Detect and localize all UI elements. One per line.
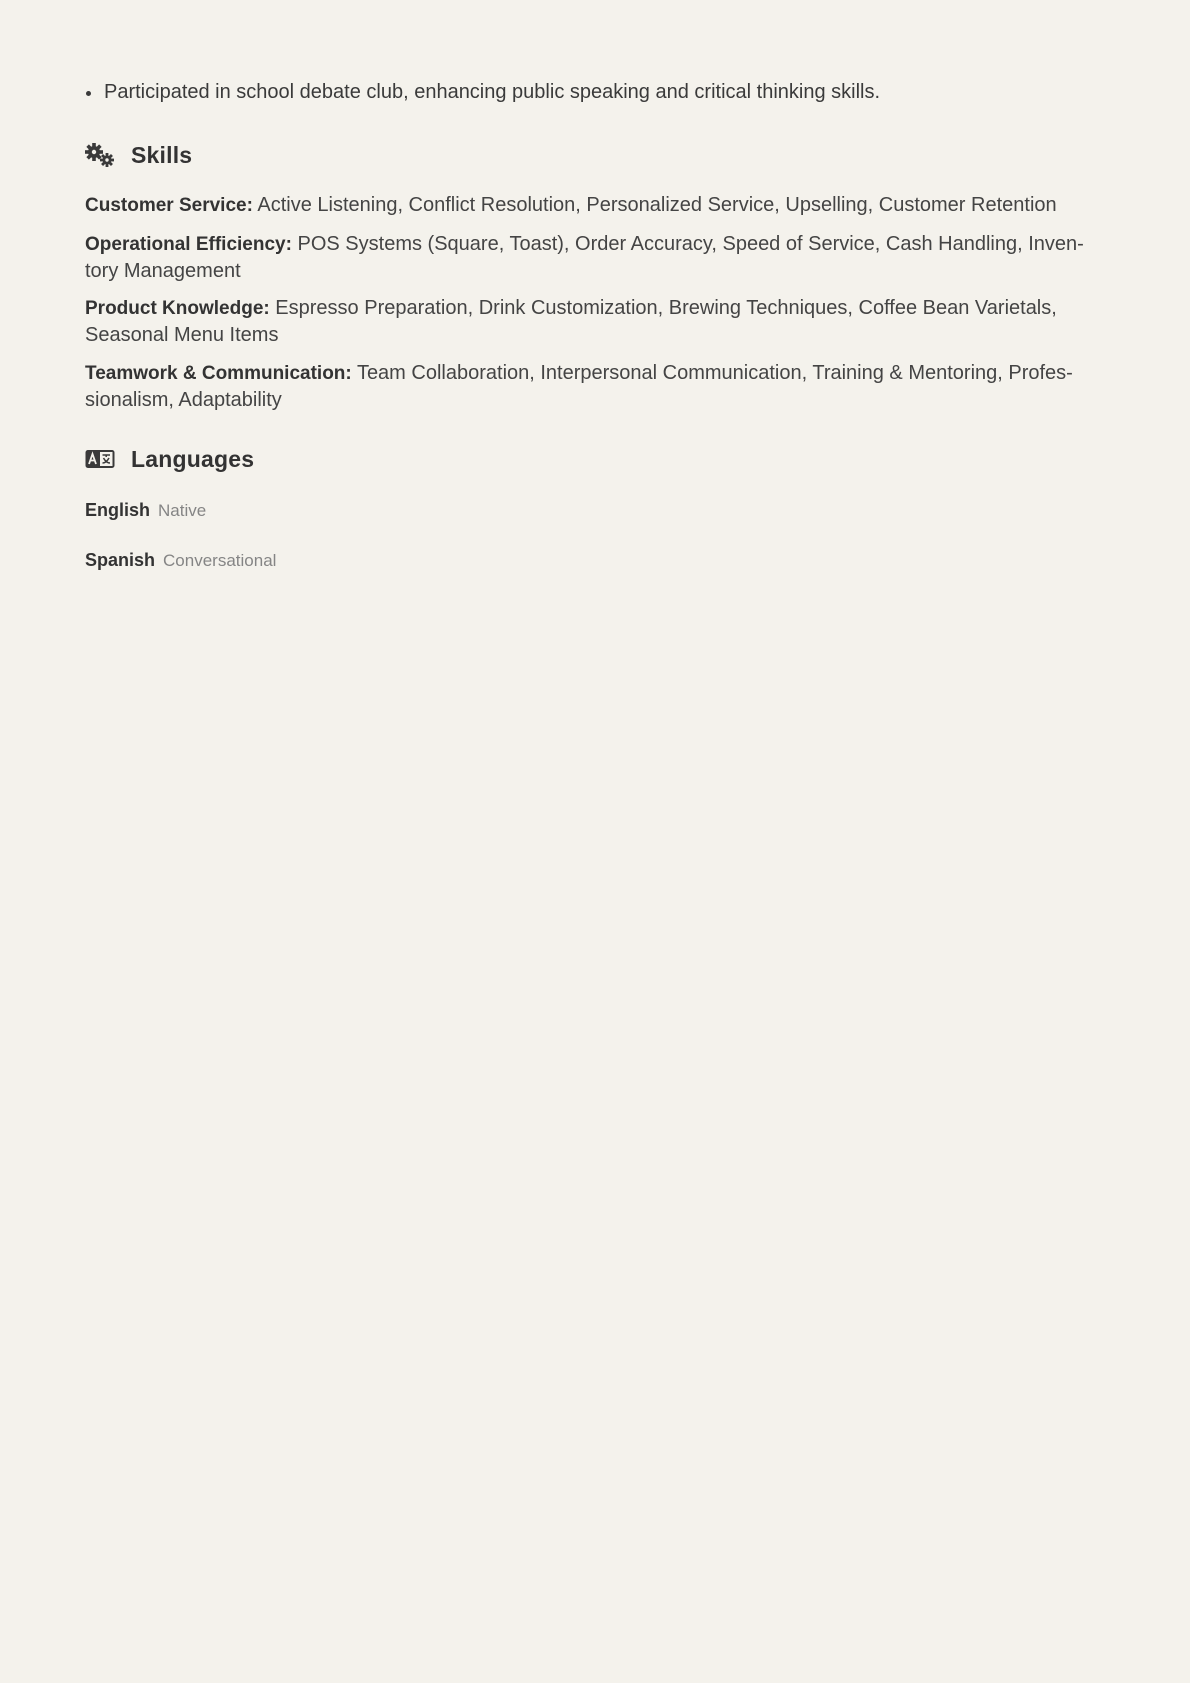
section-title: Languages	[131, 445, 255, 472]
language-icon	[85, 447, 115, 471]
language-row-english	[85, 498, 206, 523]
skill-label: Teamwork & Communication:	[85, 363, 352, 384]
language-level: Conversational	[163, 551, 277, 570]
language-name: Spanish	[85, 550, 156, 570]
language-name: English	[85, 500, 151, 520]
activities-list	[85, 78, 880, 106]
skill-label: Customer Service:	[85, 195, 253, 216]
skill-label: Product Knowledge:	[85, 298, 270, 319]
skill-label: Operational Efficiency:	[85, 234, 292, 255]
languages-heading	[85, 443, 254, 475]
skill-row-product-knowledge	[85, 295, 1105, 349]
skill-value: Espresso Preparation, Drink Customization, Brewing Techniques, Coffee Bean Varietals, Seasonal Menu Items	[85, 297, 1057, 346]
skill-row-operational-efficiency	[85, 231, 1105, 285]
language-row-spanish	[85, 548, 276, 573]
skill-value: Active Listening, Conflict Resolution, Personalized Service, Upselling, Customer Retention	[257, 194, 1057, 216]
section-title: Skills	[131, 141, 193, 168]
skill-value: Team Collaboration, Interpersonal Communication, Training & Mentoring, Profes-sionalism, Adaptability	[85, 362, 1073, 411]
language-level: Native	[158, 501, 207, 520]
skill-row-teamwork-communication	[85, 360, 1105, 414]
gears-icon	[85, 143, 115, 167]
skill-row-customer-service	[85, 192, 1105, 219]
skills-heading	[85, 139, 192, 171]
skill-value: POS Systems (Square, Toast), Order Accuracy, Speed of Service, Cash Handling, Inven-tory Management	[85, 233, 1084, 282]
list-item: Participated in school debate club, enhancing public speaking and critical thinking skills.	[85, 78, 880, 106]
